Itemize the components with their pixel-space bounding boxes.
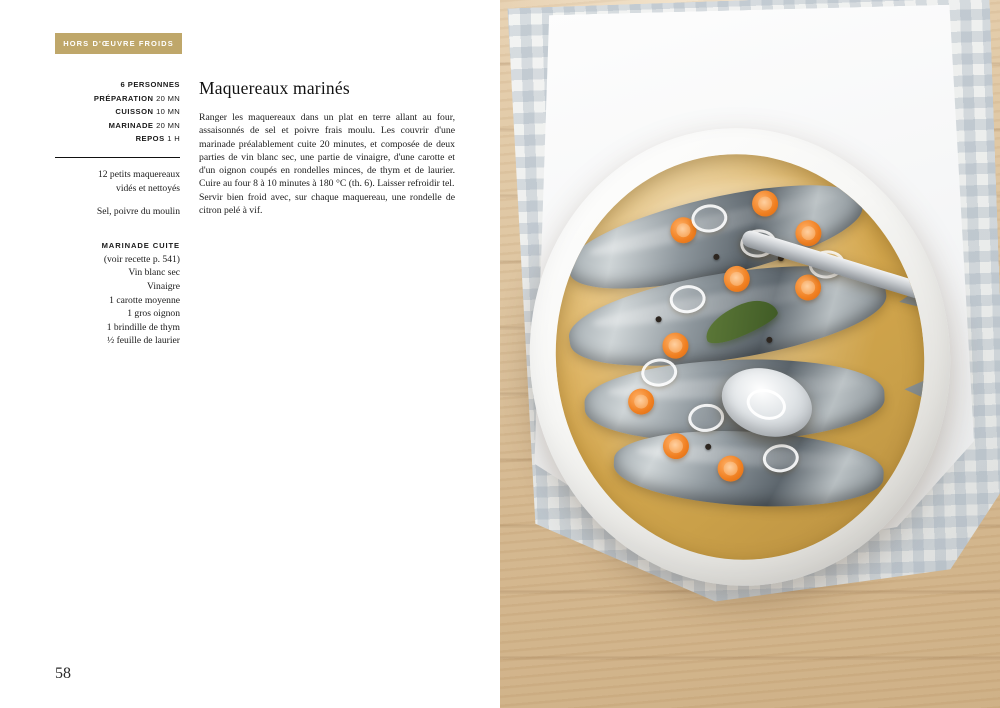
method-paragraph: Servir bien froid avec, sur chaque maquereau, une rondelle de citron pelé à vif.	[199, 191, 455, 217]
meta-value: 1 H	[167, 134, 180, 144]
right-photo-page	[500, 0, 1000, 708]
page-title: Maquereaux marinés	[199, 78, 350, 98]
onion-ring	[743, 384, 790, 424]
section-tab	[55, 33, 182, 54]
meta-row	[55, 132, 180, 146]
ingredient-item: ½ feuille de laurier	[107, 335, 180, 347]
meta-value: 20 MN	[156, 120, 180, 130]
meta-label: PRÉPARATION	[93, 93, 154, 103]
dish-interior	[536, 136, 944, 578]
meta-value: 10 MN	[156, 107, 180, 117]
meta-label: MARINADE	[108, 120, 154, 130]
recipe-method	[199, 111, 455, 217]
meta-row	[55, 105, 180, 119]
sub-section-reference: (voir recette p. 541)	[103, 253, 180, 265]
meta-label: REPOS	[135, 134, 165, 144]
ingredient-item: Sel, poivre du moulin	[96, 206, 180, 218]
meta-row	[55, 78, 180, 92]
ingredient-item: 1 gros oignon	[127, 308, 180, 320]
ingredient-item: Vin blanc sec	[128, 267, 180, 279]
recipe-content	[55, 78, 455, 348]
recipe-columns	[55, 78, 455, 348]
food-photograph	[500, 0, 1000, 708]
ingredient-item: Vinaigre	[147, 280, 180, 292]
spacer	[55, 229, 180, 239]
ingredient-item: 12 petits maquereaux	[97, 168, 180, 180]
meta-label: CUISSON	[115, 107, 154, 117]
ingredient-item: 1 carotte moyenne	[109, 294, 180, 306]
section-tab-label: HORS D'ŒUVRE FROIDS	[63, 39, 174, 48]
meta-value: 20 MN	[156, 93, 180, 103]
divider	[55, 157, 180, 158]
recipe-main	[180, 78, 455, 217]
spacer	[55, 219, 180, 229]
sub-section-title: MARINADE CUITE	[101, 240, 180, 250]
meta-row	[55, 92, 180, 106]
spacer	[55, 195, 180, 205]
oval-dish	[507, 107, 973, 606]
meta-row	[55, 119, 180, 133]
ingredient-item: 1 brindille de thym	[106, 321, 180, 333]
ingredient-item: vidés et nettoyés	[116, 182, 180, 194]
meta-label: 6 PERSONNES	[120, 80, 180, 89]
method-paragraph: Ranger les maquereaux dans un plat en terre allant au four, assaisonnés de sel et poivre frais moulu. Les couvrir d'une marinade préalablement cuite 20 minutes, et composée de deux parties de vin blanc sec, une partie de vinaigre, d'une carotte et d'un oignon coupés en rondelles minces, de thym et de laurier. Cuire au four 8 à 10 minutes à 180 °C (th. 6). Laisser refroidir tel.	[199, 112, 455, 190]
recipe-sidebar	[55, 78, 180, 348]
page-number: 58	[55, 665, 71, 682]
